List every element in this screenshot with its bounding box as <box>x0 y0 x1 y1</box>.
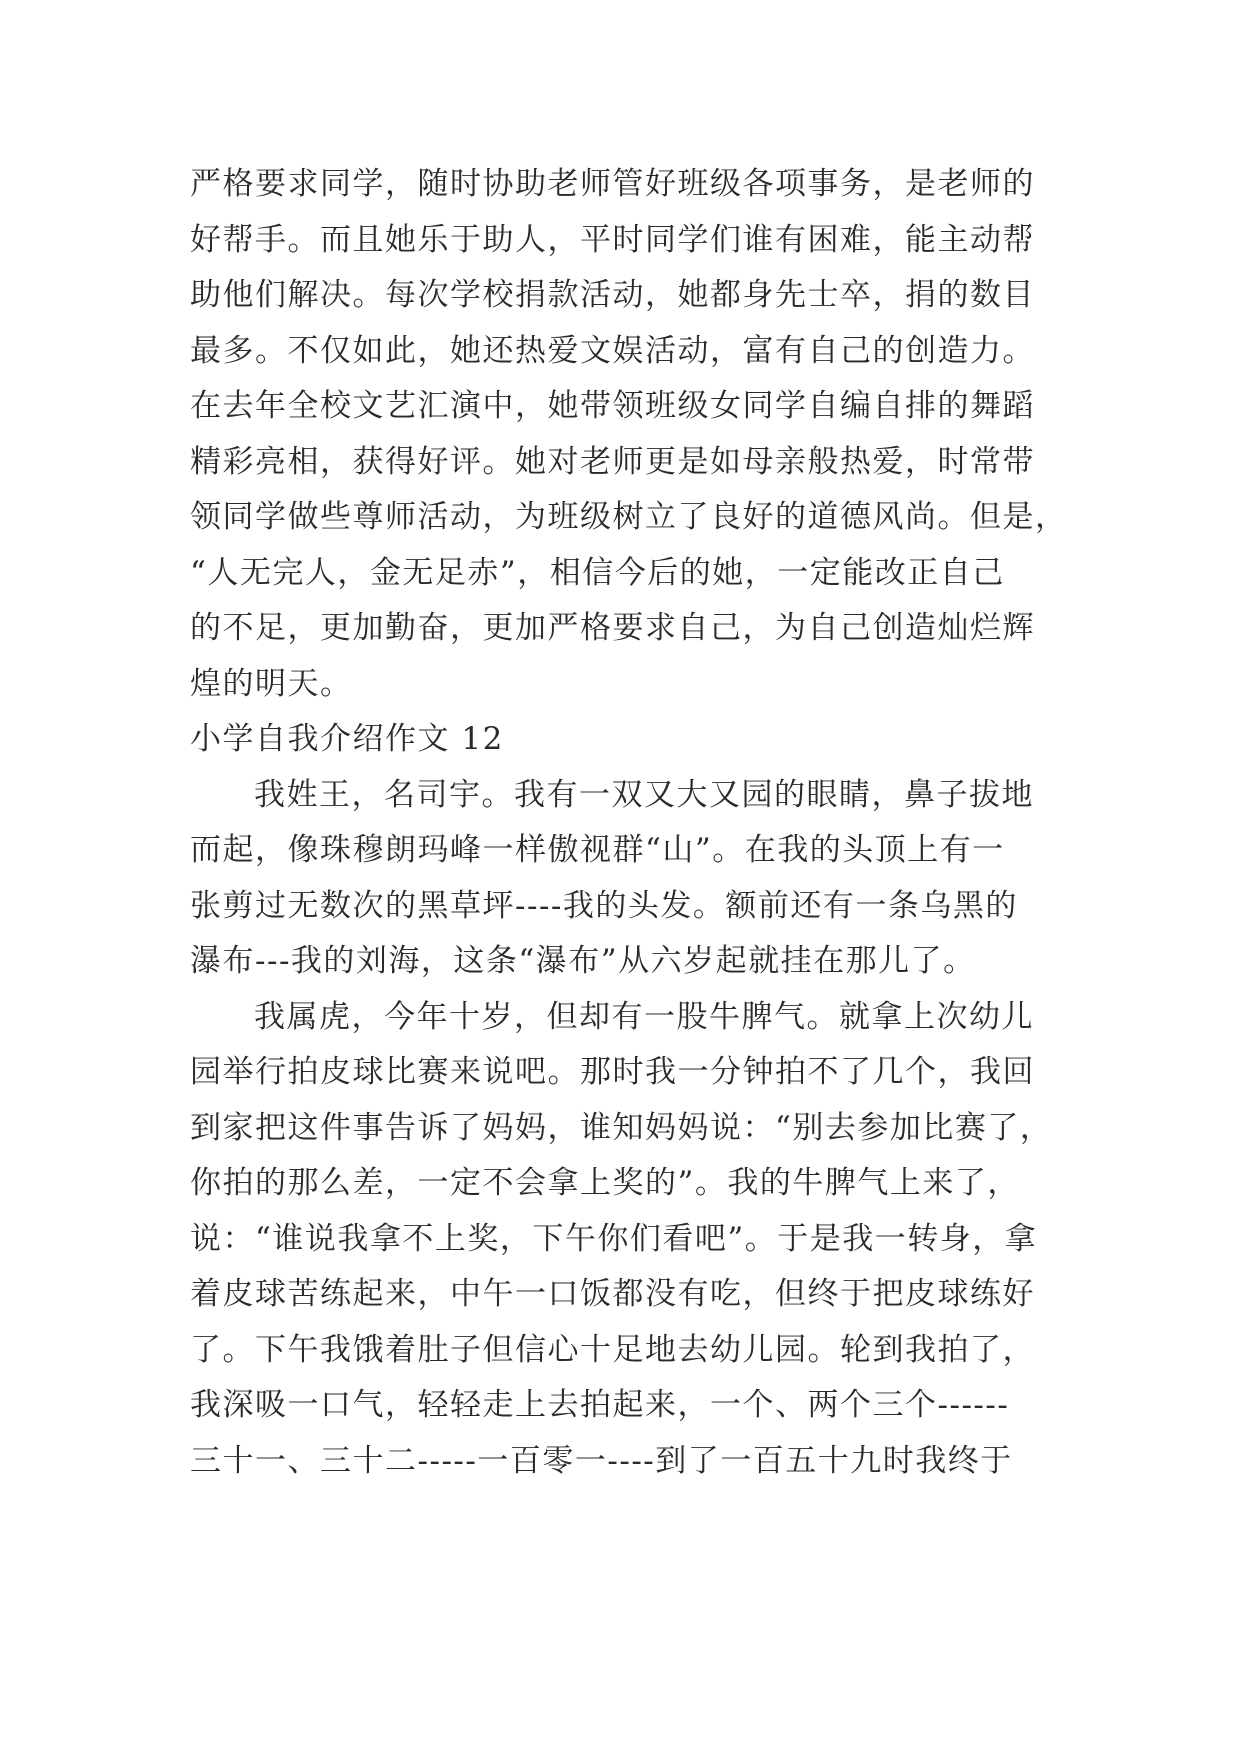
text-line: 最多。不仅如此，她还热爱文娱活动，富有自己的创造力。 <box>190 332 1035 369</box>
text-line: “人无完人，金无足赤”，相信今后的她，一定能改正自己 <box>190 554 1005 591</box>
text-line: 园举行拍皮球比赛来说吧。那时我一分钟拍不了几个，我回 <box>190 1054 1035 1090</box>
paragraph-continuation <box>190 157 1068 712</box>
paragraph-temper <box>190 990 1053 1490</box>
text-line: 瀑布---我的刘海，这条“瀑布”从六岁起就挂在那儿了。 <box>190 943 976 979</box>
text-line: 领同学做些尊师活动，为班级树立了良好的道德风尚。但是， <box>190 499 1068 535</box>
paragraph-appearance <box>190 768 1050 990</box>
text-line: 而起，像珠穆朗玛峰一样傲视群“山”。在我的头顶上有一 <box>190 832 1005 868</box>
document-body <box>190 157 1068 1489</box>
text-line: 煌的明天。 <box>190 665 353 702</box>
text-line: 精彩亮相，获得好评。她对老师更是如母亲般热爱，时常带 <box>190 443 1035 480</box>
text-line: 三十一、三十二-----一百零一----到了一百五十九时我终于 <box>190 1442 1013 1479</box>
text-line: 张剪过无数次的黑草坪----我的头发。额前还有一条乌黑的 <box>190 887 1018 924</box>
text-line: 我深吸一口气，轻轻走上去拍起来，一个、两个三个------ <box>190 1387 1010 1423</box>
text-line: 严格要求同学，随时协助老师管好班级各项事务，是老师的 <box>190 166 1035 202</box>
text-line: 到家把这件事告诉了妈妈，谁知妈妈说：“别去参加比赛了， <box>190 1109 1053 1146</box>
text-line: 说：“谁说我拿不上奖，下午你们看吧”。于是我一转身，拿 <box>190 1220 1038 1257</box>
text-line: 的不足，更加勤奋，更加严格要求自己，为自己创造灿烂辉 <box>190 610 1035 646</box>
text-line: 好帮手。而且她乐于助人，平时同学们谁有困难，能主动帮 <box>190 221 1035 258</box>
section-heading: 小学自我介绍作文 12 <box>190 721 504 757</box>
text-line: 在去年全校文艺汇演中，她带领班级女同学自编自排的舞蹈 <box>190 388 1035 424</box>
text-line: 我姓王，名司宇。我有一双又大又园的眼睛，鼻子拔地 <box>254 776 1034 813</box>
text-line: 了。下午我饿着肚子但信心十足地去幼儿园。轮到我拍了， <box>190 1331 1035 1368</box>
text-line: 着皮球苦练起来，中午一口饭都没有吃，但终于把皮球练好 <box>190 1276 1035 1312</box>
text-line: 我属虎，今年十岁，但却有一股牛脾气。就拿上次幼儿 <box>254 998 1034 1035</box>
text-line: 助他们解决。每次学校捐款活动，她都身先士卒，捐的数目 <box>190 277 1035 313</box>
text-line: 你拍的那么差，一定不会拿上奖的”。我的牛脾气上来了， <box>190 1165 1020 1201</box>
